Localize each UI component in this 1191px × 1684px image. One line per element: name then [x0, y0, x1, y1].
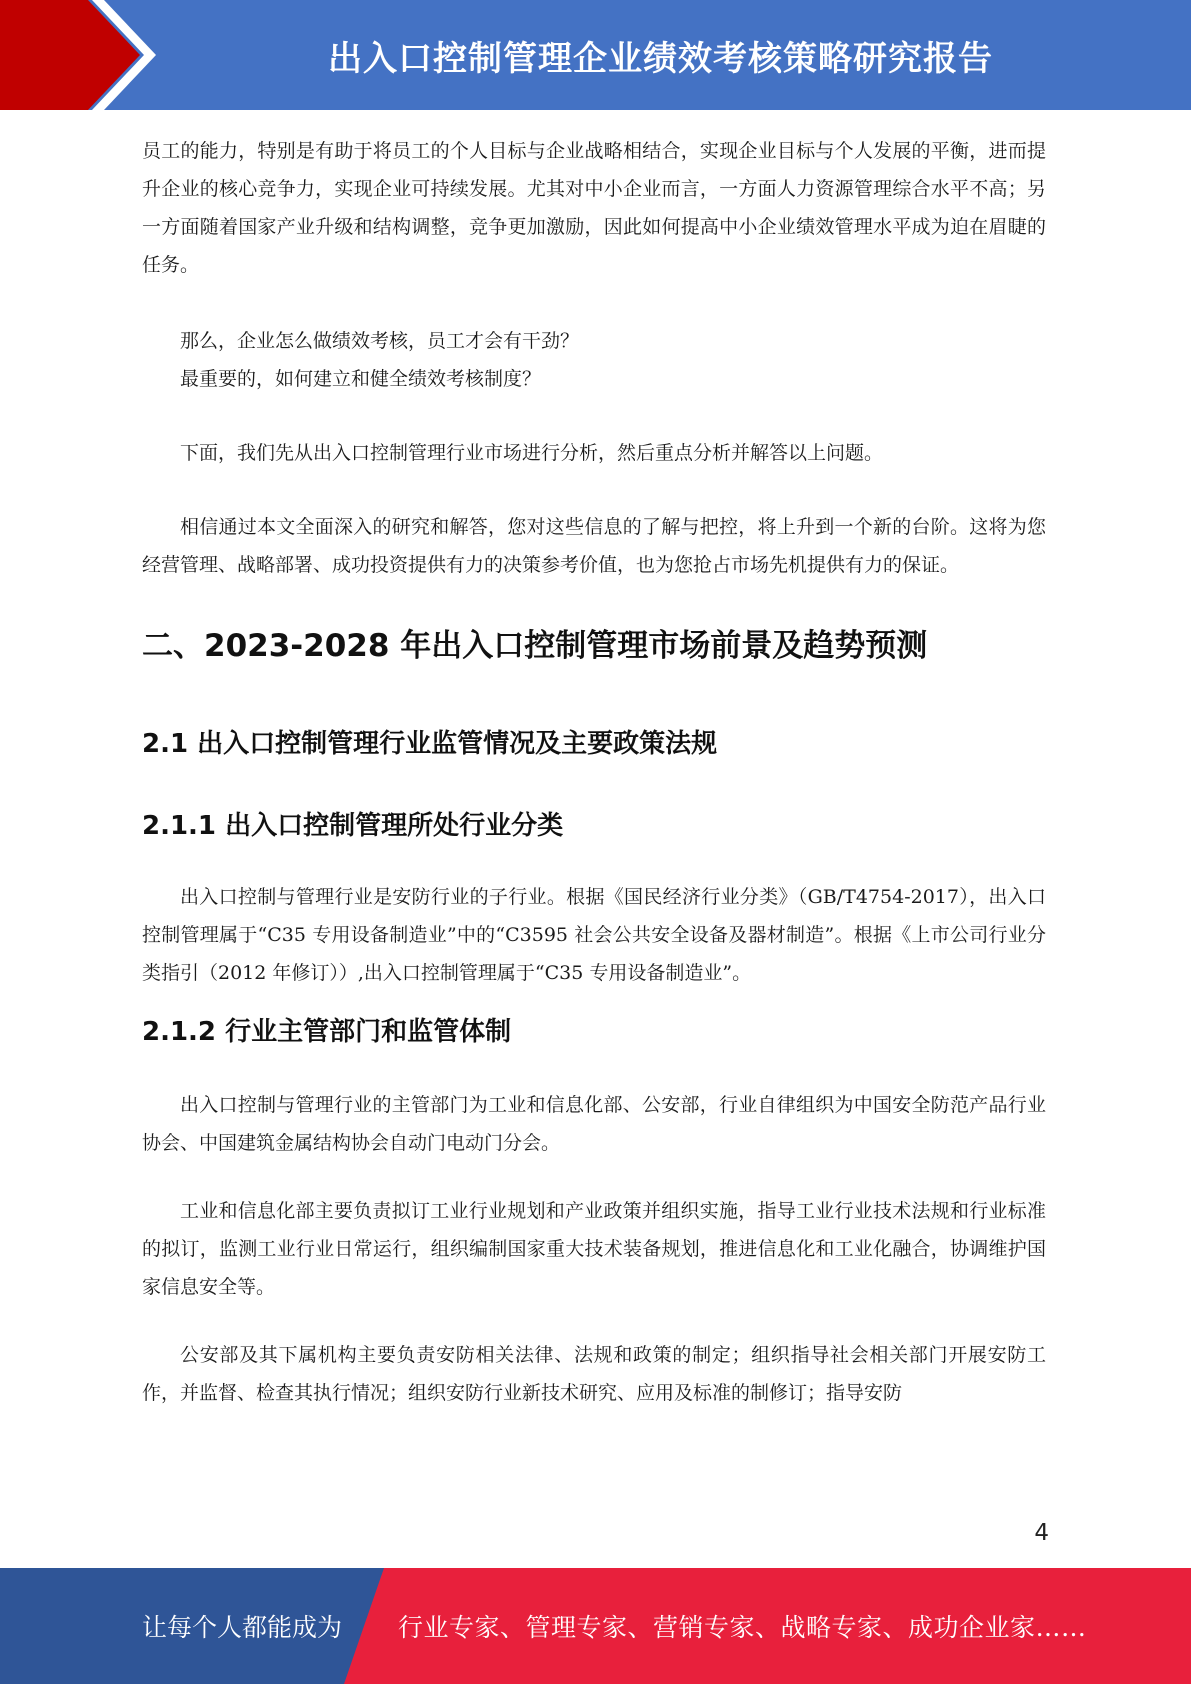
section-2-1-heading: 2.1 出入口控制管理行业监管情况及主要政策法规	[142, 729, 718, 759]
section-2-1-1-heading: 2.1.1 出入口控制管理所处行业分类	[142, 811, 564, 841]
page-header	[0, 0, 1191, 110]
section-2-1-2-paragraph-2: 工业和信息化部主要负责拟订工业行业规划和产业政策并组织实施，指导工业行业技术法规和行业标准的拟订，监测工业行业日常运行，组织编制国家重大技术装备规划，推进信息化和工业化融合，协调维护国家信息安全等。	[142, 1200, 1046, 1298]
intro-paragraph: 员工的能力，特别是有助于将员工的个人目标与企业战略相结合，实现企业目标与个人发展的平衡，进而提升企业的核心竞争力，实现企业可持续发展。尤其对中小企业而言，一方面人力资源管理综合水平不高；另一方面随着国家产业升级和结构调整，竞争更加激励，因此如何提高中小企业绩效管理水平成为迫在眉睫的任务。	[142, 140, 1046, 276]
section-2-1-2-paragraph-1: 出入口控制与管理行业的主管部门为工业和信息化部、公安部，行业自律组织为中国安全防范产品行业协会、中国建筑金属结构协会自动门电动门分会。	[142, 1094, 1046, 1154]
footer-slogan-left: 让每个人都能成为	[142, 1613, 343, 1642]
footer-slogan-right: 行业专家、管理专家、营销专家、战略专家、成功企业家……	[398, 1613, 1087, 1642]
section-2-1-2-heading: 2.1.2 行业主管部门和监管体制	[142, 1017, 512, 1047]
section-2-1-1-paragraph: 出入口控制与管理行业是安防行业的子行业。根据《国民经济行业分类》（GB/T4754-2017），出入口控制管理属于“C35 专用设备制造业”中的“C3595 社会公共安全设备及器材制造”。根据《上市公司行业分类指引（2012 年修订））,出入口控制管理属于“C35 专用设备制造业”。	[142, 886, 1046, 984]
next-step-paragraph: 下面，我们先从出入口控制管理行业市场进行分析，然后重点分析并解答以上问题。	[180, 442, 884, 464]
document-body	[142, 132, 1046, 1412]
section-2-1-2-paragraph-3: 公安部及其下属机构主要负责安防相关法律、法规和政策的制定；组织指导社会相关部门开展安防工作，并监督、检查其执行情况；组织安防行业新技术研究、应用及标准的制修订；指导安防	[142, 1344, 1046, 1404]
page-number: 4	[1034, 1520, 1049, 1546]
question-2: 最重要的，如何建立和健全绩效考核制度？	[180, 368, 542, 390]
belief-paragraph: 相信通过本文全面深入的研究和解答，您对这些信息的了解与把控，将上升到一个新的台阶。这将为您经营管理、战略部署、成功投资提供有力的决策参考价值，也为您抢占市场先机提供有力的保证。	[142, 516, 1046, 576]
header-title: 出入口控制管理企业绩效考核策略研究报告	[328, 38, 993, 79]
question-1: 那么，企业怎么做绩效考核，员工才会有干劲？	[180, 330, 580, 352]
section-2-heading: 二、2023-2028 年出入口控制管理市场前景及趋势预测	[142, 628, 928, 664]
page-footer	[0, 1568, 1191, 1684]
header-arrow-decoration	[0, 0, 160, 110]
